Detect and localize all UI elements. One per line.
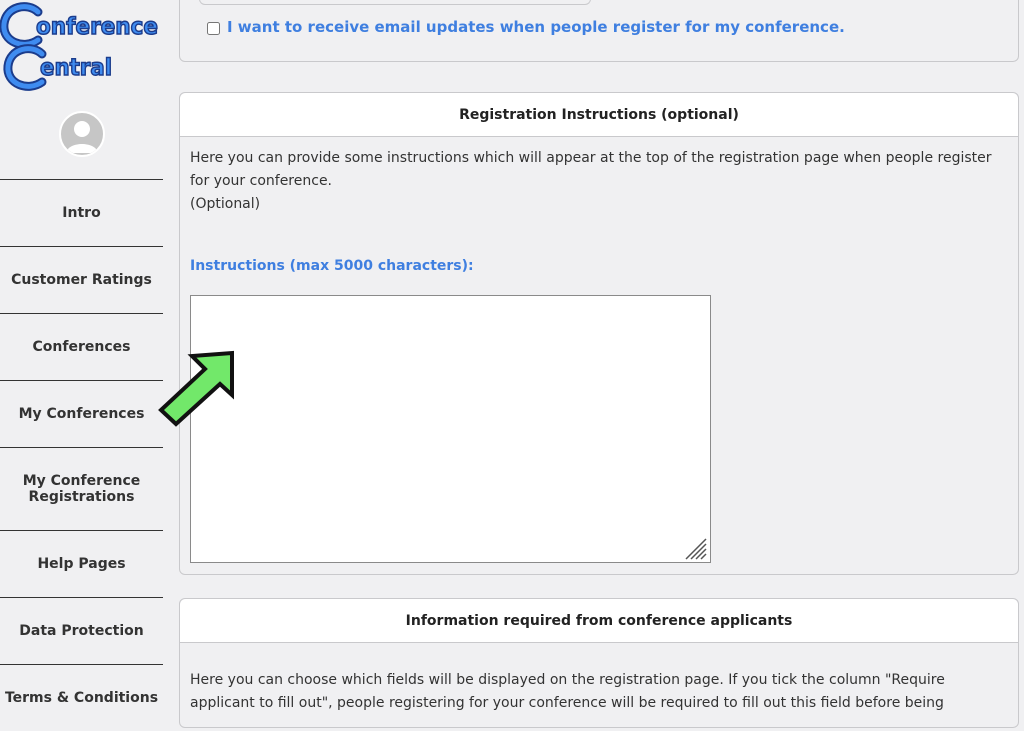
applicant-info-card: [179, 598, 1019, 728]
svg-text:entral: entral: [40, 55, 112, 81]
sidebar-item-label: Help Pages: [37, 556, 126, 572]
sidebar-item-label: Data Protection: [19, 623, 144, 639]
person-icon: [61, 113, 103, 155]
sidebar-item-label: Customer Ratings: [11, 272, 152, 288]
sidebar-item-terms-conditions[interactable]: [0, 664, 163, 731]
svg-text:onference: onference: [36, 14, 158, 40]
sidebar-item-label: Intro: [62, 205, 101, 221]
description-text: Here you can provide some instructions which will appear at the top of the registration page when people register for your conference.: [190, 150, 992, 189]
registration-instructions-description: [190, 147, 1010, 216]
sidebar: [0, 0, 163, 710]
sidebar-item-conferences[interactable]: [0, 313, 163, 380]
instructions-textarea[interactable]: [190, 295, 711, 563]
green-arrow-icon: [158, 350, 238, 428]
user-avatar[interactable]: [59, 111, 105, 157]
sidebar-item-label: Terms & Conditions: [4, 690, 159, 706]
sidebar-item-my-conference-registrations[interactable]: [0, 447, 163, 530]
sidebar-item-customer-ratings[interactable]: [0, 246, 163, 313]
sidebar-item-intro[interactable]: [0, 179, 163, 246]
sidebar-item-label: My Conferences: [18, 406, 145, 422]
sidebar-item-label: My Conference Registrations: [22, 473, 141, 505]
sidebar-item-data-protection[interactable]: [0, 597, 163, 664]
optional-note: (Optional): [190, 196, 261, 212]
applicant-info-title: Information required from conference applicants: [180, 599, 1018, 643]
sidebar-item-label: Conferences: [32, 339, 131, 355]
instructions-field-label: Instructions (max 5000 characters):: [190, 258, 474, 274]
applicant-info-description: Here you can choose which fields will be displayed on the registration page. If you tick the column "Require applicant to fill out", people registering for your conference will be required to fill out this field before being: [190, 672, 945, 711]
registration-instructions-title: Registration Instructions (optional): [180, 93, 1018, 137]
sidebar-item-my-conferences[interactable]: [0, 380, 163, 447]
sidebar-item-help-pages[interactable]: [0, 530, 163, 597]
resize-handle-icon[interactable]: [682, 535, 708, 561]
conference-central-logo[interactable]: [0, 0, 163, 96]
email-updates-label[interactable]: I want to receive email updates when people register for my conference.: [227, 18, 845, 36]
previous-field-edge: [199, 0, 591, 5]
email-updates-checkbox[interactable]: [207, 22, 220, 35]
